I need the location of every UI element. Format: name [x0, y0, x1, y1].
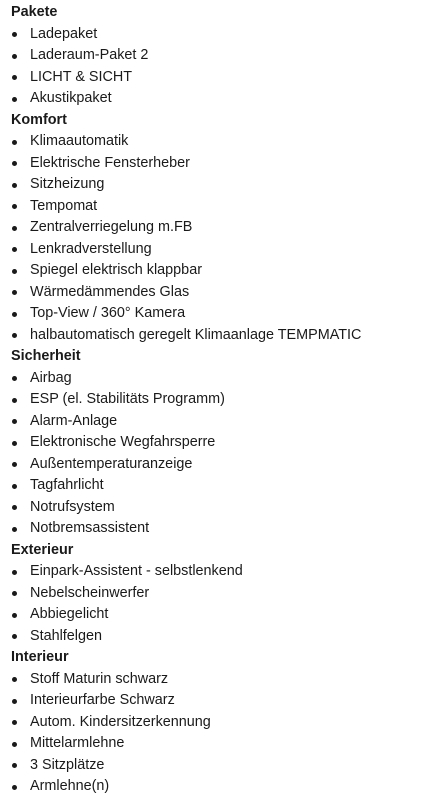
bullet-icon — [12, 763, 17, 768]
section-list — [0, 669, 447, 798]
feature-item — [0, 755, 447, 777]
feature-label: Interieurfarbe Schwarz — [30, 692, 175, 708]
feature-item — [0, 561, 447, 583]
bullet-icon — [12, 140, 17, 145]
feature-item — [0, 776, 447, 798]
section-list — [0, 368, 447, 540]
feature-item — [0, 325, 447, 347]
feature-item — [0, 432, 447, 454]
feature-label: Notbremsassistent — [30, 520, 150, 536]
feature-label: Außentemperaturanzeige — [30, 455, 193, 472]
feature-item — [0, 669, 447, 691]
section-list — [0, 24, 447, 110]
feature-label: Laderaum-Paket 2 — [30, 47, 149, 63]
feature-item — [0, 411, 447, 433]
feature-label: Elektrische Fensterheber — [30, 154, 190, 171]
bullet-icon — [12, 183, 17, 188]
feature-item — [0, 88, 447, 110]
feature-item — [0, 454, 447, 476]
feature-item — [0, 196, 447, 218]
feature-item — [0, 24, 447, 46]
bullet-icon — [12, 462, 17, 467]
bullet-icon — [12, 32, 17, 37]
section-heading-interieur: Interieur — [11, 649, 69, 665]
feature-label: Top-View / 360° Kamera — [30, 305, 186, 321]
bullet-icon — [12, 527, 17, 532]
feature-label: Einpark-Assistent - selbstlenkend — [30, 563, 243, 579]
feature-item — [0, 583, 447, 605]
feature-item — [0, 67, 447, 89]
feature-item — [0, 174, 447, 196]
bullet-icon — [12, 419, 17, 424]
bullet-icon — [12, 54, 17, 59]
feature-label: Notrufsystem — [30, 498, 115, 515]
bullet-icon — [12, 570, 17, 575]
bullet-icon — [12, 75, 17, 80]
section-heading-komfort: Komfort — [11, 111, 67, 128]
feature-label: Zentralverriegelung m.FB — [30, 219, 193, 235]
bullet-icon — [12, 613, 17, 618]
bullet-icon — [12, 226, 17, 231]
feature-item — [0, 604, 447, 626]
feature-item — [0, 733, 447, 755]
feature-label: Elektronische Wegfahrsperre — [30, 434, 216, 450]
bullet-icon — [12, 441, 17, 446]
feature-label: Akustikpaket — [30, 90, 112, 106]
feature-label: Mittelarmlehne — [30, 735, 125, 751]
bullet-icon — [12, 247, 17, 252]
feature-label: Alarm-Anlage — [30, 412, 118, 429]
feature-item — [0, 712, 447, 734]
feature-item — [0, 131, 447, 153]
feature-label: Armlehne(n) — [30, 778, 110, 794]
feature-label: LICHT & SICHT — [30, 68, 133, 85]
section-heading-exterieur: Exterieur — [11, 541, 74, 558]
bullet-icon — [12, 634, 17, 639]
bullet-icon — [12, 742, 17, 747]
feature-label: Tagfahrlicht — [30, 477, 104, 493]
bullet-icon — [12, 505, 17, 510]
bullet-icon — [12, 333, 17, 338]
feature-item — [0, 368, 447, 390]
feature-item — [0, 282, 447, 304]
section-list — [0, 131, 447, 346]
feature-label: Abbiegelicht — [30, 606, 109, 622]
bullet-icon — [12, 677, 17, 682]
bullet-icon — [12, 398, 17, 403]
feature-item — [0, 260, 447, 282]
feature-item — [0, 239, 447, 261]
feature-item — [0, 497, 447, 519]
feature-item — [0, 303, 447, 325]
feature-label: 3 Sitzplätze — [30, 756, 105, 773]
bullet-icon — [12, 376, 17, 381]
feature-item — [0, 389, 447, 411]
feature-label: Stoff Maturin schwarz — [30, 670, 169, 687]
feature-label: Autom. Kindersitzerkennung — [30, 713, 211, 730]
feature-label: Stahlfelgen — [30, 627, 103, 644]
feature-label: Airbag — [30, 369, 72, 386]
feature-label: ESP (el. Stabilitäts Programm) — [30, 391, 225, 407]
feature-label: Spiegel elektrisch klappbar — [30, 262, 202, 278]
bullet-icon — [12, 484, 17, 489]
bullet-icon — [12, 785, 17, 790]
feature-label: Nebelscheinwerfer — [30, 584, 150, 601]
feature-item — [0, 518, 447, 540]
feature-item — [0, 626, 447, 648]
feature-label: Lenkradverstellung — [30, 240, 152, 257]
feature-item — [0, 153, 447, 175]
bullet-icon — [12, 591, 17, 596]
feature-item — [0, 690, 447, 712]
section-list — [0, 561, 447, 647]
section-heading-pakete: Pakete — [11, 4, 58, 20]
feature-item — [0, 475, 447, 497]
bullet-icon — [12, 699, 17, 704]
feature-item — [0, 217, 447, 239]
bullet-icon — [12, 97, 17, 102]
feature-label: Wärmedämmendes Glas — [30, 283, 190, 300]
feature-label: Klimaautomatik — [30, 133, 129, 149]
feature-item — [0, 45, 447, 67]
bullet-icon — [12, 204, 17, 209]
feature-label: halbautomatisch geregelt Klimaanlage TEMPMATIC — [30, 326, 362, 343]
feature-label: Ladepaket — [30, 25, 98, 42]
section-heading-sicherheit: Sicherheit — [11, 348, 81, 364]
feature-label: Tempomat — [30, 197, 98, 214]
bullet-icon — [12, 290, 17, 295]
bullet-icon — [12, 269, 17, 274]
bullet-icon — [12, 312, 17, 317]
bullet-icon — [12, 161, 17, 166]
feature-label: Sitzheizung — [30, 176, 105, 192]
bullet-icon — [12, 720, 17, 725]
